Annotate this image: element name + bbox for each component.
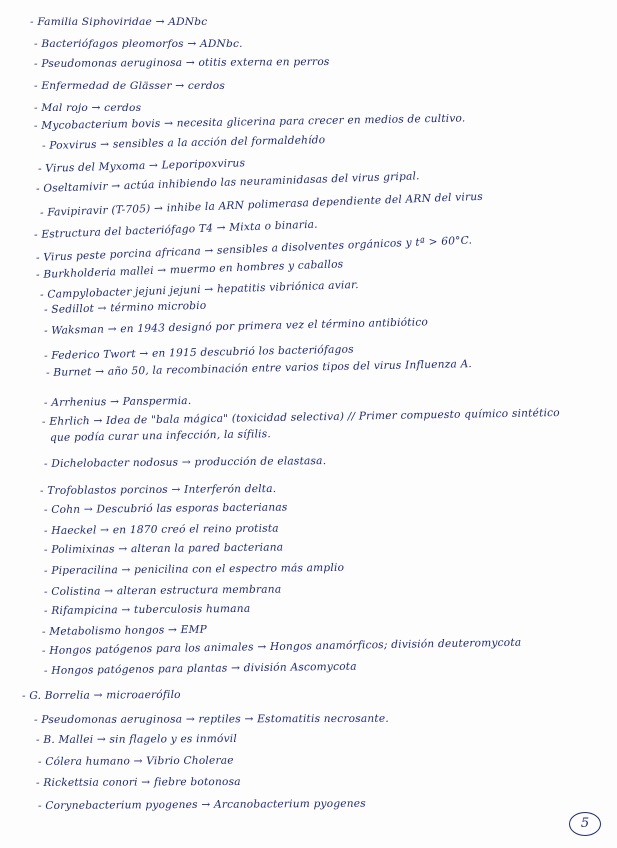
note-line: - Metabolismo hongos → EMP: [41, 623, 208, 638]
note-line: - Burnet → año 50, la recombinación entre varios tipos del virus Influenza A.: [45, 358, 473, 379]
note-line: - Burkholderia mallei → muermo en hombres y caballos: [35, 258, 344, 281]
note-line: - Dichelobacter nodosus → producción de elastasa.: [43, 455, 327, 470]
note-line: - Oseltamivir → actúa inhibiendo las neuraminidasas del virus gripal.: [35, 170, 420, 195]
note-line: - Hongos patógenos para los animales → Hongos anamórficos; división deuteromycota: [41, 636, 522, 657]
note-line: - Federico Twort → en 1915 descubrió los bacteriófagos: [43, 343, 354, 362]
note-line: - Mal rojo → cerdos: [34, 102, 142, 114]
page-number: 5: [569, 812, 601, 836]
note-line: - Cólera humano → Vibrio Cholerae: [37, 754, 234, 768]
note-line: que podía curar una infección, la sífilis.: [49, 428, 272, 444]
note-line: - Hongos patógenos para plantas → división Ascomycota: [43, 660, 357, 677]
note-line: - Bacteriófagos pleomorfos → ADNbc.: [34, 38, 243, 50]
note-line: - Virus peste porcina africana → sensibles a disolventes orgánicos y tª > 60°C.: [35, 234, 473, 264]
note-line: - Pseudomonas aeruginosa → otitis externa en perros: [33, 55, 330, 70]
note-line: - Sedillot → término microbio: [43, 299, 207, 316]
note-line: - Pseudomonas aeruginosa → reptiles → Estomatitis necrosante.: [33, 712, 389, 726]
note-line: - Estructura del bacteriófago T4 → Mixta o binaria.: [33, 218, 318, 241]
note-line: - Arrhenius → Panspermia.: [43, 394, 192, 409]
note-line: - Favipiravir (T-705) → inhibe la ARN polimerasa dependiente del ARN del virus: [39, 190, 484, 219]
note-line: - B. Mallei → sin flagelo y es inmóvil: [35, 732, 237, 746]
note-line: - Familia Siphoviridae → ADNbc: [30, 16, 208, 28]
note-line: - Ehrlich → Idea de "bala mágica" (toxicidad selectiva) // Primer compuesto químico sintético: [41, 406, 560, 428]
note-line: - Mycobacterium bovis → necesita glicerina para crecer en medios de cultivo.: [33, 112, 466, 132]
note-line: - Corynebacterium pyogenes → Arcanobacterium pyogenes: [37, 797, 366, 812]
note-line: - Campylobacter jejuni jejuni → hepatitis vibriónica aviar.: [39, 278, 359, 301]
note-line: - Waksman → en 1943 designó por primera vez el término antibiótico: [43, 316, 429, 337]
note-line: - Polimixinas → alteran la pared bacteriana: [43, 541, 284, 556]
note-line: - G. Borrelia → microaerófilo: [21, 688, 181, 702]
note-line: - Poxvirus → sensibles a la acción del formaldehído: [41, 134, 326, 152]
note-line: - Rifampicina → tuberculosis humana: [43, 602, 251, 617]
note-line: - Cohn → Descubrió las esporas bacterianas: [43, 501, 288, 516]
note-line: - Enfermedad de Glässer → cerdos: [34, 80, 225, 92]
note-line: - Rickettsia conori → fiebre botonosa: [35, 775, 241, 789]
note-line: - Piperacilina → penicilina con el espectro más amplio: [43, 561, 345, 577]
note-line: - Haeckel → en 1870 creó el reino protista: [43, 522, 279, 537]
note-line: - Colistina → alteran estructura membrana: [43, 583, 282, 598]
note-line: - Virus del Myxoma → Leporipoxvirus: [37, 157, 246, 175]
note-line: - Trofoblastos porcinos → Interferón delta.: [39, 482, 277, 497]
